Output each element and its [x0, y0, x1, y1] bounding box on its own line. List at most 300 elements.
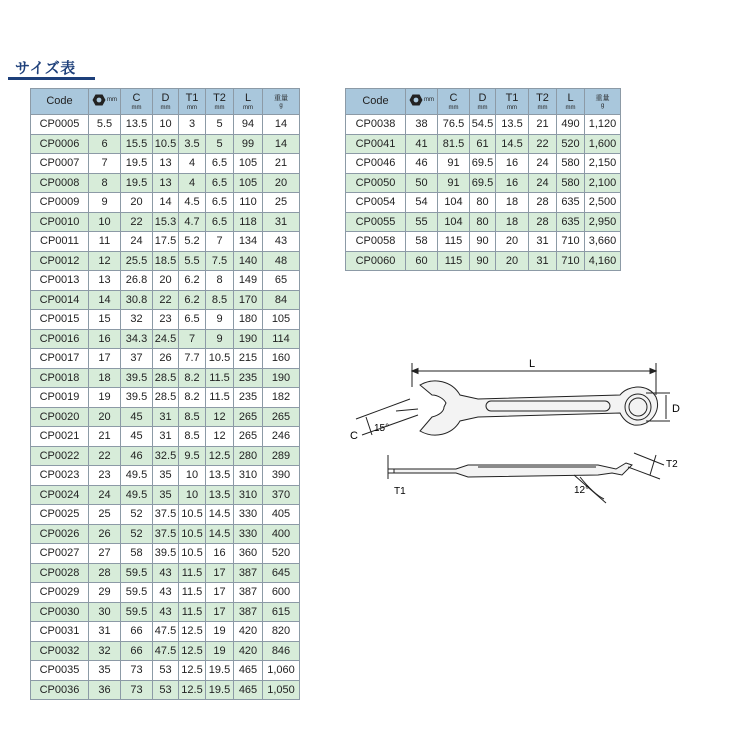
table-cell: 105 — [263, 310, 300, 330]
table-cell: 30.8 — [121, 290, 153, 310]
table-body-left — [31, 115, 300, 700]
table-cell: CP0023 — [31, 466, 89, 486]
table-cell: 8 — [206, 271, 234, 291]
table-cell: 465 — [234, 680, 263, 700]
col-t2: T2 mm — [529, 89, 557, 115]
table-cell: CP0031 — [31, 622, 89, 642]
table-cell: 12 — [206, 407, 234, 427]
table-cell: 52 — [121, 524, 153, 544]
table-cell: 11.5 — [179, 563, 206, 583]
table-row — [31, 388, 300, 408]
table-row — [31, 602, 300, 622]
table-cell: 246 — [263, 427, 300, 447]
table-cell: 6.2 — [179, 271, 206, 291]
table-cell: 39.5 — [153, 544, 179, 564]
table-cell: 35 — [89, 661, 121, 681]
table-cell: 330 — [234, 524, 263, 544]
table-cell: 31 — [153, 407, 179, 427]
table-row — [346, 212, 621, 232]
table-cell: 66 — [121, 622, 153, 642]
table-cell: 31 — [153, 427, 179, 447]
table-cell: 1,050 — [263, 680, 300, 700]
table-cell: 387 — [234, 583, 263, 603]
table-cell: 4.7 — [179, 212, 206, 232]
table-cell: 47.5 — [153, 641, 179, 661]
table-cell: 7 — [179, 329, 206, 349]
label-c: C — [350, 430, 358, 442]
table-cell: 24 — [529, 154, 557, 174]
table-cell: 17 — [206, 583, 234, 603]
table-cell: 28 — [529, 193, 557, 213]
table-cell: 2,100 — [585, 173, 621, 193]
table-cell: 28.5 — [153, 368, 179, 388]
table-cell: 73 — [121, 661, 153, 681]
table-cell: 13.5 — [206, 485, 234, 505]
table-cell: 2,950 — [585, 212, 621, 232]
table-cell: 31 — [89, 622, 121, 642]
table-cell: 53 — [153, 680, 179, 700]
table-cell: 76.5 — [438, 115, 470, 135]
table-cell: 490 — [557, 115, 585, 135]
table-cell: 115 — [438, 232, 470, 252]
table-cell: 104 — [438, 212, 470, 232]
table-cell: 58 — [121, 544, 153, 564]
table-row — [31, 466, 300, 486]
table-cell: 24.5 — [153, 329, 179, 349]
table-cell: 38 — [406, 115, 438, 135]
table-cell: CP0035 — [31, 661, 89, 681]
table-cell: 520 — [557, 134, 585, 154]
label-angle-15: 15° — [374, 423, 390, 434]
table-cell: 265 — [263, 407, 300, 427]
table-cell: 6.5 — [206, 154, 234, 174]
table-cell: 61 — [470, 134, 496, 154]
table-cell: 41 — [406, 134, 438, 154]
table-cell: 34.3 — [121, 329, 153, 349]
table-cell: 37.5 — [153, 524, 179, 544]
table-cell: 25.5 — [121, 251, 153, 271]
table-row — [31, 505, 300, 525]
table-cell: 10.5 — [179, 544, 206, 564]
table-row — [31, 232, 300, 252]
col-l: L mm — [557, 89, 585, 115]
table-cell: 66 — [121, 641, 153, 661]
table-cell: 25 — [89, 505, 121, 525]
col-code: Code — [346, 89, 406, 115]
table-cell: 50 — [406, 173, 438, 193]
table-cell: 12.5 — [179, 680, 206, 700]
table-cell: 43 — [153, 563, 179, 583]
table-cell: 10.5 — [179, 505, 206, 525]
table-cell: 1,600 — [585, 134, 621, 154]
col-l: L mm — [234, 89, 263, 115]
table-cell: CP0019 — [31, 388, 89, 408]
col-hex: mm — [89, 89, 121, 115]
table-cell: 20 — [153, 271, 179, 291]
table-cell: CP0012 — [31, 251, 89, 271]
table-cell: 23 — [89, 466, 121, 486]
table-cell: 8 — [89, 173, 121, 193]
table-cell: CP0038 — [346, 115, 406, 135]
table-cell: 110 — [234, 193, 263, 213]
table-row — [31, 544, 300, 564]
table-cell: 32 — [89, 641, 121, 661]
table-cell: 6.5 — [206, 212, 234, 232]
table-cell: 310 — [234, 466, 263, 486]
table-cell: 26 — [153, 349, 179, 369]
table-row — [31, 154, 300, 174]
table-cell: CP0013 — [31, 271, 89, 291]
size-table-left — [30, 88, 300, 700]
table-cell: 12 — [89, 251, 121, 271]
table-cell: 114 — [263, 329, 300, 349]
table-cell: 18 — [496, 212, 529, 232]
table-cell: 310 — [234, 485, 263, 505]
table-cell: 182 — [263, 388, 300, 408]
wrench-diagram — [348, 355, 693, 515]
table-cell: 370 — [263, 485, 300, 505]
table-row — [346, 115, 621, 135]
table-row — [31, 485, 300, 505]
table-cell: 10 — [179, 485, 206, 505]
title-underline — [8, 77, 95, 80]
col-d: D mm — [470, 89, 496, 115]
table-cell: 10.5 — [153, 134, 179, 154]
table-cell: 14.5 — [206, 524, 234, 544]
table-cell: 90 — [470, 232, 496, 252]
table-cell: CP0017 — [31, 349, 89, 369]
table-cell: 19 — [206, 622, 234, 642]
table-cell: 46 — [406, 154, 438, 174]
table-cell: 10.5 — [206, 349, 234, 369]
table-row — [31, 680, 300, 700]
table-cell: 360 — [234, 544, 263, 564]
table-cell: 12 — [206, 427, 234, 447]
table-row — [31, 349, 300, 369]
col-weight: 重量 g — [585, 89, 621, 115]
table-cell: 27 — [89, 544, 121, 564]
table-cell: 710 — [557, 232, 585, 252]
table-cell: 17.5 — [153, 232, 179, 252]
col-d: D mm — [153, 89, 179, 115]
table-cell: 520 — [263, 544, 300, 564]
label-l: L — [528, 358, 536, 370]
table-cell: 21 — [263, 154, 300, 174]
table-row — [31, 134, 300, 154]
table-cell: 4 — [179, 173, 206, 193]
table-cell: 37.5 — [153, 505, 179, 525]
table-cell: 3.5 — [179, 134, 206, 154]
table-cell: 81.5 — [438, 134, 470, 154]
table-cell: 45 — [121, 407, 153, 427]
table-cell: 3,660 — [585, 232, 621, 252]
table-cell: 9 — [206, 329, 234, 349]
table-cell: 12.5 — [179, 641, 206, 661]
table-row — [31, 290, 300, 310]
table-cell: 43 — [263, 232, 300, 252]
table-cell: 7 — [206, 232, 234, 252]
table-cell: 91 — [438, 173, 470, 193]
label-d: D — [672, 403, 680, 415]
table-cell: 35 — [153, 485, 179, 505]
table-cell: 59.5 — [121, 602, 153, 622]
table-cell: 73 — [121, 680, 153, 700]
table-cell: 134 — [234, 232, 263, 252]
table-cell: 400 — [263, 524, 300, 544]
table-cell: 18 — [89, 368, 121, 388]
table-cell: CP0025 — [31, 505, 89, 525]
table-cell: 265 — [234, 407, 263, 427]
table-cell: 28.5 — [153, 388, 179, 408]
table-row — [31, 524, 300, 544]
table-cell: 58 — [406, 232, 438, 252]
table-cell: 820 — [263, 622, 300, 642]
table-cell: 6.2 — [179, 290, 206, 310]
table-cell: CP0027 — [31, 544, 89, 564]
table-cell: 28 — [89, 563, 121, 583]
table-cell: 65 — [263, 271, 300, 291]
table-cell: 14 — [89, 290, 121, 310]
table-cell: 387 — [234, 563, 263, 583]
table-cell: 6.5 — [206, 173, 234, 193]
table-cell: 19.5 — [121, 154, 153, 174]
table-row — [31, 212, 300, 232]
table-cell: 615 — [263, 602, 300, 622]
table-cell: 1,120 — [585, 115, 621, 135]
table-cell: 104 — [438, 193, 470, 213]
table-cell: 6.5 — [179, 310, 206, 330]
table-cell: 5 — [206, 134, 234, 154]
size-table-right — [345, 88, 621, 271]
table-cell: 4 — [179, 154, 206, 174]
table-cell: 17 — [206, 563, 234, 583]
table-cell: 710 — [557, 251, 585, 271]
table-cell: 18 — [496, 193, 529, 213]
table-cell: 635 — [557, 193, 585, 213]
table-cell: 387 — [234, 602, 263, 622]
table-cell: 16 — [496, 154, 529, 174]
table-cell: 1,060 — [263, 661, 300, 681]
table-cell: 6 — [89, 134, 121, 154]
table-cell: 55 — [406, 212, 438, 232]
table-header-row — [346, 89, 621, 115]
table-cell: 13.5 — [496, 115, 529, 135]
table-cell: CP0016 — [31, 329, 89, 349]
table-cell: CP0028 — [31, 563, 89, 583]
table-cell: 84 — [263, 290, 300, 310]
hex-nut-icon — [409, 94, 423, 106]
table-cell: 9 — [206, 310, 234, 330]
table-cell: CP0009 — [31, 193, 89, 213]
table-cell: 29 — [89, 583, 121, 603]
table-cell: 35 — [153, 466, 179, 486]
table-row — [31, 251, 300, 271]
table-cell: 22 — [529, 134, 557, 154]
table-cell: 21 — [529, 115, 557, 135]
table-row — [346, 232, 621, 252]
table-cell: 8.2 — [179, 388, 206, 408]
table-cell: 11.5 — [206, 368, 234, 388]
table-cell: 31 — [529, 251, 557, 271]
table-cell: 49.5 — [121, 485, 153, 505]
table-cell: 99 — [234, 134, 263, 154]
table-cell: 21 — [89, 427, 121, 447]
table-cell: 48 — [263, 251, 300, 271]
table-cell: CP0054 — [346, 193, 406, 213]
table-row — [31, 446, 300, 466]
table-row — [31, 427, 300, 447]
table-cell: 49.5 — [121, 466, 153, 486]
table-row — [31, 622, 300, 642]
table-cell: 20 — [121, 193, 153, 213]
table-cell: 330 — [234, 505, 263, 525]
table-cell: 235 — [234, 388, 263, 408]
table-cell: 5.5 — [89, 115, 121, 135]
table-cell: 16 — [206, 544, 234, 564]
table-cell: 2,150 — [585, 154, 621, 174]
table-cell: 11.5 — [206, 388, 234, 408]
label-t1: T1 — [394, 486, 406, 497]
table-header-row — [31, 89, 300, 115]
table-cell: 580 — [557, 173, 585, 193]
table-cell: CP0014 — [31, 290, 89, 310]
table-cell: 13.5 — [121, 115, 153, 135]
table-cell: 5 — [206, 115, 234, 135]
table-cell: 13 — [89, 271, 121, 291]
col-t1: T1 mm — [179, 89, 206, 115]
table-cell: CP0006 — [31, 134, 89, 154]
table-cell: 24 — [89, 485, 121, 505]
table-row — [31, 329, 300, 349]
table-cell: 31 — [529, 232, 557, 252]
table-cell: 10.5 — [179, 524, 206, 544]
label-angle-12: 12° — [574, 485, 590, 496]
table-cell: CP0036 — [31, 680, 89, 700]
table-cell: 91 — [438, 154, 470, 174]
table-row — [31, 173, 300, 193]
table-cell: 16 — [496, 173, 529, 193]
table-cell: CP0055 — [346, 212, 406, 232]
table-cell: CP0007 — [31, 154, 89, 174]
table-cell: 15 — [89, 310, 121, 330]
label-t2: T2 — [666, 459, 678, 470]
table-cell: 580 — [557, 154, 585, 174]
table-cell: CP0058 — [346, 232, 406, 252]
table-cell: 47.5 — [153, 622, 179, 642]
table-cell: 14 — [263, 115, 300, 135]
table-cell: 20 — [263, 173, 300, 193]
table-cell: 118 — [234, 212, 263, 232]
table-cell: 10 — [89, 212, 121, 232]
table-cell: 8.2 — [179, 368, 206, 388]
table-cell: CP0020 — [31, 407, 89, 427]
table-cell: 19.5 — [206, 680, 234, 700]
table-cell: 20 — [496, 251, 529, 271]
table-cell: 180 — [234, 310, 263, 330]
table-cell: 32.5 — [153, 446, 179, 466]
col-code: Code — [31, 89, 89, 115]
table-cell: 14 — [263, 134, 300, 154]
table-cell: CP0008 — [31, 173, 89, 193]
table-cell: CP0024 — [31, 485, 89, 505]
table-cell: 69.5 — [470, 173, 496, 193]
table-cell: 19.5 — [206, 661, 234, 681]
table-cell: 7.5 — [206, 251, 234, 271]
table-cell: 600 — [263, 583, 300, 603]
table-cell: 6.5 — [206, 193, 234, 213]
table-row — [31, 271, 300, 291]
table-cell: 59.5 — [121, 563, 153, 583]
table-cell: 4.5 — [179, 193, 206, 213]
table-cell: 11.5 — [179, 583, 206, 603]
table-cell: 60 — [406, 251, 438, 271]
table-cell: 80 — [470, 193, 496, 213]
table-cell: CP0060 — [346, 251, 406, 271]
table-cell: CP0046 — [346, 154, 406, 174]
table-cell: 13 — [153, 154, 179, 174]
table-cell: 46 — [121, 446, 153, 466]
table-cell: CP0050 — [346, 173, 406, 193]
table-cell: 20 — [89, 407, 121, 427]
table-cell: 94 — [234, 115, 263, 135]
table-cell: 645 — [263, 563, 300, 583]
col-weight: 重量 g — [263, 89, 300, 115]
table-cell: 3 — [179, 115, 206, 135]
table-cell: 18.5 — [153, 251, 179, 271]
table-cell: CP0022 — [31, 446, 89, 466]
table-cell: 45 — [121, 427, 153, 447]
table-cell: 16 — [89, 329, 121, 349]
table-cell: 17 — [206, 602, 234, 622]
table-cell: 43 — [153, 583, 179, 603]
table-cell: CP0041 — [346, 134, 406, 154]
table-cell: 26 — [89, 524, 121, 544]
table-cell: 90 — [470, 251, 496, 271]
table-cell: 14.5 — [206, 505, 234, 525]
hex-nut-icon — [92, 94, 106, 106]
table-cell: CP0015 — [31, 310, 89, 330]
table-cell: 9.5 — [179, 446, 206, 466]
table-cell: 39.5 — [121, 368, 153, 388]
table-cell: 5.2 — [179, 232, 206, 252]
table-cell: 405 — [263, 505, 300, 525]
table-cell: 22 — [153, 290, 179, 310]
table-row — [346, 173, 621, 193]
table-cell: 280 — [234, 446, 263, 466]
col-t2: T2 mm — [206, 89, 234, 115]
table-cell: 52 — [121, 505, 153, 525]
table-row — [31, 661, 300, 681]
table-cell: 215 — [234, 349, 263, 369]
table-cell: 4,160 — [585, 251, 621, 271]
table-cell: CP0021 — [31, 427, 89, 447]
table-row — [346, 134, 621, 154]
table-cell: 9 — [89, 193, 121, 213]
table-cell: 190 — [263, 368, 300, 388]
table-cell: 160 — [263, 349, 300, 369]
table-row — [31, 563, 300, 583]
table-cell: 846 — [263, 641, 300, 661]
table-row — [31, 407, 300, 427]
table-cell: 54.5 — [470, 115, 496, 135]
table-cell: 7.7 — [179, 349, 206, 369]
table-cell: 37 — [121, 349, 153, 369]
table-cell: 390 — [263, 466, 300, 486]
table-cell: 59.5 — [121, 583, 153, 603]
col-c: C mm — [121, 89, 153, 115]
table-cell: CP0032 — [31, 641, 89, 661]
table-row — [31, 310, 300, 330]
